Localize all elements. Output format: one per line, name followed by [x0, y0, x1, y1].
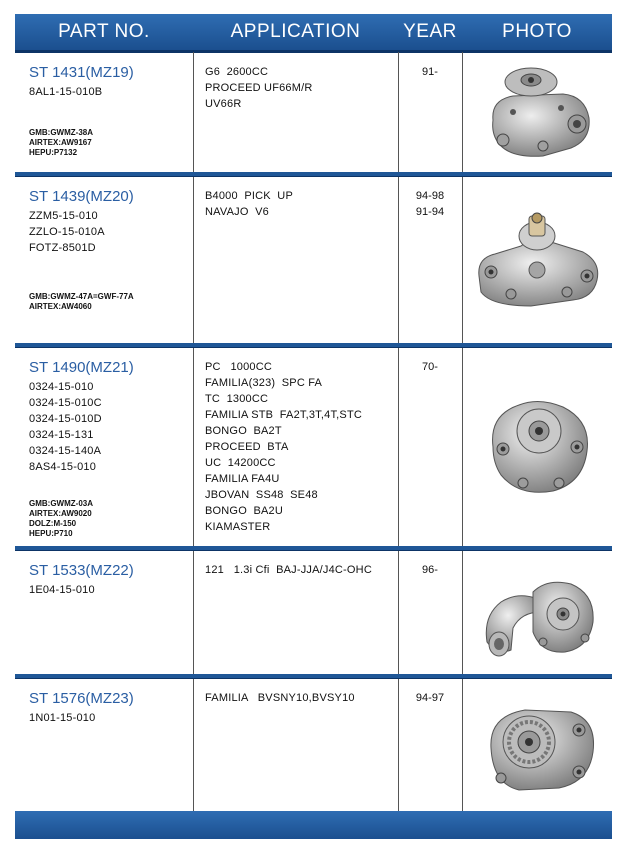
water-pump-photo	[471, 206, 607, 316]
code-line: GMB:GWMZ-38A	[29, 128, 93, 137]
year-cell	[400, 188, 460, 220]
table-row	[15, 176, 612, 343]
part-number: 0324-15-010D	[29, 413, 102, 425]
code-line: HEPU:P7132	[29, 148, 78, 157]
cross-reference-codes	[29, 128, 199, 158]
application-line: FAMILIA BVSNY10,BVSY10	[205, 692, 355, 704]
application-line: B4000 PICK UP	[205, 190, 293, 202]
part-title: ST 1490(MZ21)	[29, 359, 134, 376]
code-line: AIRTEX:AW9020	[29, 509, 92, 518]
table-row	[15, 678, 612, 811]
part-number: 1N01-15-010	[29, 712, 96, 724]
application-line: PROCEED BTA	[205, 441, 289, 453]
table-row	[15, 347, 612, 546]
water-pump-photo	[479, 387, 599, 507]
year-cell	[400, 359, 460, 375]
code-line: AIRTEX:AW9167	[29, 138, 92, 147]
application-cell	[205, 690, 405, 706]
part-number: 0324-15-010	[29, 381, 94, 393]
year-line: 91-94	[415, 206, 445, 218]
part-number: 8AS4-15-010	[29, 461, 97, 473]
part-title: ST 1576(MZ23)	[29, 690, 134, 707]
application-line: UC 14200CC	[205, 457, 276, 469]
part-number: 0324-15-010C	[29, 397, 102, 409]
cross-reference-codes	[29, 499, 199, 539]
code-line: GMB:GWMZ-47A=GWF-77A	[29, 292, 134, 301]
application-line: BONGO BA2U	[205, 505, 283, 517]
application-line: PC 1000CC	[205, 361, 273, 373]
application-line: FAMILIA(323) SPC FA	[205, 377, 323, 389]
header-photo: PHOTO	[502, 21, 572, 42]
table-row	[15, 550, 612, 674]
table-header	[15, 14, 612, 50]
code-line: DOLZ:M-150	[29, 519, 77, 528]
application-line: JBOVAN SS48 SE48	[205, 489, 318, 501]
part-title: ST 1439(MZ20)	[29, 188, 134, 205]
water-pump-photo	[479, 690, 603, 802]
application-line: KIAMASTER	[205, 521, 271, 533]
year-line: 94-97	[415, 692, 445, 704]
header-application: APPLICATION	[230, 21, 361, 42]
part-cell	[29, 64, 194, 100]
application-line: NAVAJO V6	[205, 206, 269, 218]
water-pump-photo	[477, 572, 603, 662]
part-cell	[29, 562, 194, 598]
part-cell	[29, 359, 194, 475]
application-line: TC 1300CC	[205, 393, 269, 405]
application-line: FAMILIA STB FA2T,3T,4T,STC	[205, 409, 363, 421]
part-number: ZZM5-15-010	[29, 210, 98, 222]
water-pump-photo	[473, 60, 603, 166]
part-number: 1E04-15-010	[29, 584, 95, 596]
application-line: PROCEED UF66M/R	[205, 82, 313, 94]
table-row	[15, 52, 612, 172]
application-line: FAMILIA FA4U	[205, 473, 280, 485]
year-cell	[400, 64, 460, 80]
application-cell	[205, 359, 405, 535]
part-title: ST 1533(MZ22)	[29, 562, 134, 579]
application-cell	[205, 64, 405, 112]
year-cell	[400, 562, 460, 578]
year-line: 94-98	[415, 190, 445, 202]
code-line: AIRTEX:AW4060	[29, 302, 92, 311]
cross-reference-codes	[29, 292, 199, 312]
header-year: YEAR	[403, 21, 457, 42]
application-line: G6 2600CC	[205, 66, 269, 78]
code-line: HEPU:P710	[29, 529, 73, 538]
year-cell	[400, 690, 460, 706]
part-cell	[29, 188, 194, 256]
application-line: BONGO BA2T	[205, 425, 282, 437]
year-line: 96-	[422, 564, 438, 576]
part-number: ZZLO-15-010A	[29, 226, 105, 238]
part-number: FOTZ-8501D	[29, 242, 96, 254]
year-line: 70-	[422, 361, 438, 373]
catalog-sheet	[15, 14, 612, 839]
part-number: 0324-15-131	[29, 429, 94, 441]
part-number: 0324-15-140A	[29, 445, 102, 457]
code-line: GMB:GWMZ-03A	[29, 499, 93, 508]
application-line: 121 1.3i Cfi BAJ-JJA/J4C-OHC	[205, 564, 372, 576]
application-cell	[205, 188, 405, 220]
part-cell	[29, 690, 194, 726]
application-line: UV66R	[205, 98, 242, 110]
part-title: ST 1431(MZ19)	[29, 64, 134, 81]
table-footer-band	[15, 811, 612, 839]
header-part-no: PART NO.	[58, 21, 150, 42]
part-number: 8AL1-15-010B	[29, 86, 103, 98]
application-cell	[205, 562, 405, 578]
year-line: 91-	[422, 66, 438, 78]
